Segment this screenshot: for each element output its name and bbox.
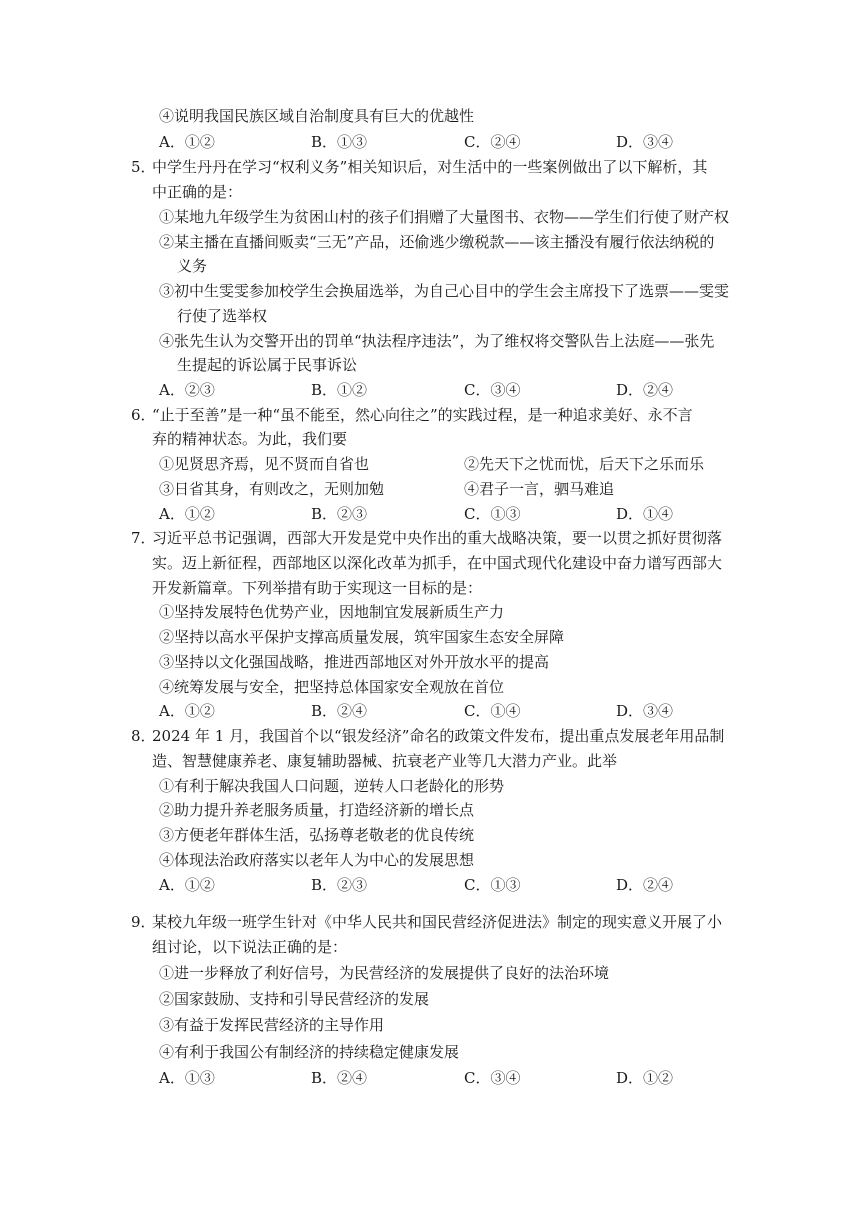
q9-option-3: ③有益于发挥民营经济的主导作用 (159, 1016, 385, 1034)
q5-option-4-cont: 生提起的诉讼属于民事诉讼 (177, 356, 358, 374)
q9-stem-line-1: 某校九年级一班学生针对《中华人民共和国民营经济促进法》制定的现实意义开展了小 (152, 913, 723, 931)
q5-option-1: ①某地九年级学生为贫困山村的孩子们捐赠了大量图书、衣物——学生们行使了财产权 (159, 208, 730, 226)
q9-number: 9． (131, 913, 156, 931)
q7-choice-c: C．①④ (464, 702, 521, 720)
q4-choice-c: C．②④ (464, 133, 521, 151)
q6-choice-d: D．①④ (616, 505, 674, 523)
q5-option-3: ③初中生雯雯参加校学生会换届选举，为自己心目中的学生会主席投下了选票——雯雯 (159, 282, 730, 300)
q7-stem-line-2: 实。迈上新征程，西部地区以深化改革为抓手，在中国式现代化建设中奋力谱写西部大 (152, 554, 723, 572)
q9-choice-d: D．①② (616, 1069, 674, 1087)
q7-option-3: ③坚持以文化强国战略，推进西部地区对外开放水平的提高 (159, 653, 550, 671)
q9-stem-line-2: 组讨论，以下说法正确的是： (152, 938, 348, 956)
q7-choice-a: A．①② (159, 702, 215, 720)
q7-option-2: ②坚持以高水平保护支撑高质量发展，筑牢国家生态安全屏障 (159, 628, 565, 646)
q9-choice-a: A．①③ (159, 1069, 215, 1087)
q8-number: 8． (131, 727, 156, 745)
q7-stem-line-1: 习近平总书记强调，西部大开发是党中央作出的重大战略决策，要一以贯之抓好贯彻落 (152, 529, 723, 547)
q8-option-3: ③方便老年群体生活，弘扬尊老敬老的优良传统 (159, 826, 475, 844)
q7-option-4: ④统筹发展与安全，把坚持总体国家安全观放在首位 (159, 678, 505, 696)
q8-option-1: ①有利于解决我国人口问题，逆转人口老龄化的形势 (159, 777, 505, 795)
q7-option-1: ①坚持发展特色优势产业，因地制宜发展新质生产力 (159, 603, 505, 621)
q6-option-4: ④君子一言，驷马难追 (464, 480, 615, 498)
q6-choice-b: B．②③ (311, 505, 368, 523)
q8-option-2: ②助力提升养老服务质量，打造经济新的增长点 (159, 801, 475, 819)
q6-option-2: ②先天下之忧而忧，后天下之乐而乐 (464, 455, 705, 473)
q6-stem-line-2: 弃的精神状态。为此，我们要 (152, 430, 348, 448)
q9-option-1: ①进一步释放了利好信号，为民营经济的发展提供了良好的法治环境 (159, 964, 610, 982)
q4-choice-b: B．①③ (311, 133, 368, 151)
q4-choice-a: A．①② (159, 133, 215, 151)
q7-stem-line-3: 开发新篇章。下列举措有助于实现这一目标的是： (152, 579, 483, 597)
q5-number: 5． (131, 158, 156, 176)
q8-choice-a: A．①② (159, 876, 215, 894)
q6-option-3: ③日省其身，有则改之，无则加勉 (159, 480, 385, 498)
q4-option-4: ④说明我国民族区域自治制度具有巨大的优越性 (159, 107, 475, 125)
q5-choice-b: B．①② (311, 381, 368, 399)
q5-choice-d: D．②④ (616, 381, 674, 399)
q5-option-2-cont: 义务 (177, 257, 208, 275)
q4-choice-d: D．③④ (616, 133, 674, 151)
q6-choice-c: C．①③ (464, 505, 521, 523)
q6-choice-a: A．①② (159, 505, 215, 523)
q5-option-3-cont: 行使了选举权 (177, 307, 268, 325)
q7-choice-d: D．③④ (616, 702, 674, 720)
q6-stem-line-1: “止于至善”是一种“虽不能至，然心向往之”的实践过程，是一种追求美好、永不言 (152, 406, 693, 424)
q5-option-2: ②某主播在直播间贩卖“三无”产品，还偷逃少缴税款——该主播没有履行依法纳税的 (159, 233, 715, 251)
q7-choice-b: B．②④ (311, 702, 368, 720)
q6-number: 6． (131, 406, 156, 424)
q9-option-2: ②国家鼓励、支持和引导民营经济的发展 (159, 990, 430, 1008)
q5-choice-c: C．③④ (464, 381, 521, 399)
q9-choice-c: C．③④ (464, 1069, 521, 1087)
q9-choice-b: B．②④ (311, 1069, 368, 1087)
q7-number: 7． (131, 529, 156, 547)
q9-option-4: ④有利于我国公有制经济的持续稳定健康发展 (159, 1043, 460, 1061)
q8-stem-line-2: 造、智慧健康养老、康复辅助器械、抗衰老产业等几大潜力产业。此举 (152, 752, 618, 770)
q5-option-4: ④张先生认为交警开出的罚单“执法程序违法”，为了维权将交警队告上法庭——张先 (159, 332, 715, 350)
q5-stem-line-1: 中学生丹丹在学习“权利义务”相关知识后，对生活中的一些案例做出了以下解析，其 (152, 158, 708, 176)
q8-choice-c: C．①③ (464, 876, 521, 894)
q8-stem-line-1: 2024 年 1 月，我国首个以“银发经济”命名的政策文件发布，提出重点发展老年用品制 (152, 727, 725, 745)
q8-choice-b: B．②③ (311, 876, 368, 894)
q5-stem-line-2: 中正确的是： (152, 183, 243, 201)
q8-choice-d: D．②④ (616, 876, 674, 894)
q5-choice-a: A．②③ (159, 381, 215, 399)
q6-option-1: ①见贤思齐焉，见不贤而自省也 (159, 455, 370, 473)
q8-option-4: ④体现法治政府落实以老年人为中心的发展思想 (159, 851, 475, 869)
